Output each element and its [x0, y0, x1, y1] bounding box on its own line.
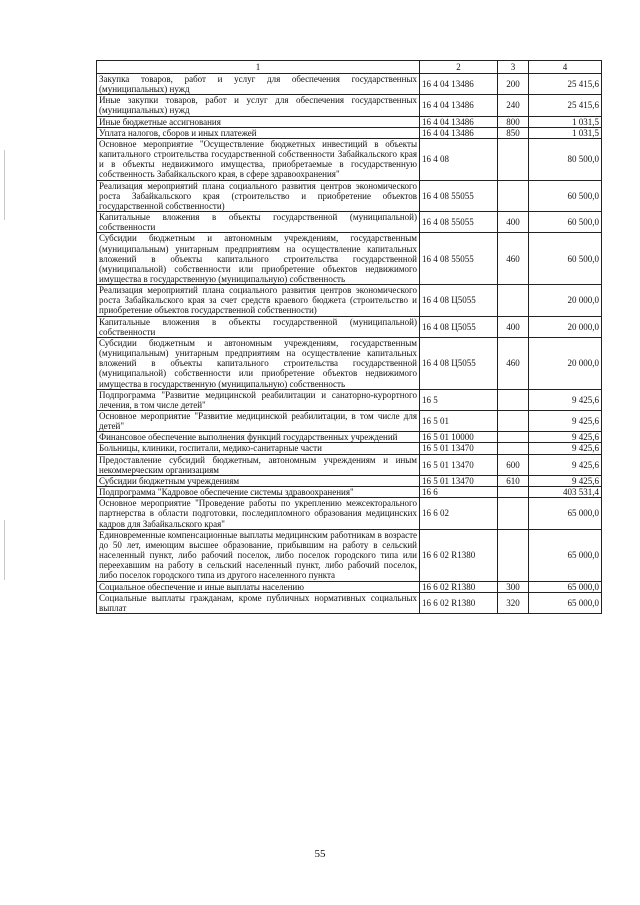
row-code-cell: 16 4 04 13486 [420, 95, 498, 116]
row-name-cell: Субсидии бюджетным и автономным учреждениям, государственным (муниципальным) унитарным предприятиям на осуществление капитальных вложений в объекты капитального строительства государственной (муниципальной) собственности или приобретение объектов недвижимого имущества в государственную (муниципальную) собственность [97, 233, 420, 285]
row-name-cell: Уплата налогов, сборов и иных платежей [97, 127, 420, 138]
budget-table [96, 60, 602, 614]
column-header-2: 2 [420, 61, 498, 74]
row-code-cell: 16 5 01 13470 [420, 454, 498, 475]
row-amount-cell: 65 000,0 [529, 592, 602, 613]
row-amount-cell: 25 415,6 [529, 74, 602, 95]
table-row [97, 443, 602, 454]
table-row [97, 316, 602, 337]
table-row [97, 411, 602, 432]
table-row [97, 180, 602, 211]
table-row [97, 529, 602, 581]
row-amount-cell: 9 425,6 [529, 454, 602, 475]
table-row [97, 95, 602, 116]
table-row [97, 454, 602, 475]
row-name-cell: Финансовое обеспечение выполнения функций государственных учреждений [97, 432, 420, 443]
row-name-cell: Единовременные компенсационные выплаты медицинским работникам в возрасте до 50 лет, имеющим высшее образование, прибывшим на работу в сельский населенный пункт, либо рабочий поселок, либо поселок городского типа или переехавшим на работу в сельский населенный пункт, либо рабочий поселок, либо поселок городского типа из другого населенного пункта [97, 529, 420, 581]
table-row [97, 212, 602, 233]
row-code-cell: 16 4 04 13486 [420, 116, 498, 127]
row-code-cell: 16 4 08 [420, 138, 498, 180]
row-amount-cell: 9 425,6 [529, 475, 602, 486]
row-name-cell: Предоставление субсидий бюджетным, автономным учреждениям и иным некоммерческим организациям [97, 454, 420, 475]
table-row [97, 581, 602, 592]
row-name-cell: Больницы, клиники, госпитали, медико-санитарные части [97, 443, 420, 454]
row-type-cell [498, 498, 529, 529]
row-type-cell [498, 389, 529, 410]
row-code-cell: 16 6 02 R1380 [420, 581, 498, 592]
row-amount-cell: 9 425,6 [529, 389, 602, 410]
row-name-cell: Реализация мероприятий плана социального развития центров экономического роста Забайкальского края (строительство и приобретение объектов государственной собственности) [97, 180, 420, 211]
row-name-cell: Субсидии бюджетным и автономным учреждениям, государственным (муниципальным) унитарным предприятиям на осуществление капитальных вложений в объекты капитального строительства государственной (муниципальной) собственности или приобретение объектов недвижимого имущества в государственную (муниципальную) собственность [97, 337, 420, 389]
row-type-cell: 460 [498, 233, 529, 285]
row-type-cell: 300 [498, 581, 529, 592]
row-code-cell: 16 6 02 R1380 [420, 529, 498, 581]
row-name-cell: Закупка товаров, работ и услуг для обеспечения государственных (муниципальных) нужд [97, 74, 420, 95]
row-amount-cell: 60 500,0 [529, 233, 602, 285]
row-name-cell: Социальное обеспечение и иные выплаты населению [97, 581, 420, 592]
row-code-cell: 16 5 01 10000 [420, 432, 498, 443]
row-amount-cell: 9 425,6 [529, 443, 602, 454]
row-type-cell [498, 487, 529, 498]
table-row [97, 475, 602, 486]
row-code-cell: 16 5 01 [420, 411, 498, 432]
row-type-cell: 320 [498, 592, 529, 613]
table-row [97, 432, 602, 443]
page-number: 55 [314, 848, 326, 860]
row-amount-cell: 20 000,0 [529, 316, 602, 337]
row-amount-cell: 65 000,0 [529, 529, 602, 581]
row-code-cell: 16 4 08 Ц5055 [420, 316, 498, 337]
row-code-cell: 16 4 08 55055 [420, 212, 498, 233]
row-code-cell: 16 5 [420, 389, 498, 410]
row-type-cell [498, 180, 529, 211]
row-type-cell: 610 [498, 475, 529, 486]
row-code-cell: 16 4 08 55055 [420, 233, 498, 285]
row-code-cell: 16 6 02 [420, 498, 498, 529]
row-amount-cell: 60 500,0 [529, 180, 602, 211]
row-type-cell: 400 [498, 212, 529, 233]
table-row [97, 487, 602, 498]
row-name-cell: Подпрограмма "Кадровое обеспечение системы здравоохранения" [97, 487, 420, 498]
row-code-cell: 16 4 08 Ц5055 [420, 285, 498, 316]
row-code-cell: 16 4 04 13486 [420, 74, 498, 95]
row-amount-cell: 9 425,6 [529, 432, 602, 443]
row-amount-cell: 1 031,5 [529, 116, 602, 127]
row-code-cell: 16 5 01 13470 [420, 475, 498, 486]
row-type-cell: 800 [498, 116, 529, 127]
row-amount-cell: 1 031,5 [529, 127, 602, 138]
row-amount-cell: 60 500,0 [529, 212, 602, 233]
table-row [97, 498, 602, 529]
row-amount-cell: 9 425,6 [529, 411, 602, 432]
row-type-cell [498, 411, 529, 432]
row-name-cell: Подпрограмма "Развитие медицинской реабилитации и санаторно-курортного лечения, в том числе детей" [97, 389, 420, 410]
row-code-cell: 16 4 04 13486 [420, 127, 498, 138]
column-header-4: 4 [529, 61, 602, 74]
row-code-cell: 16 4 08 Ц5055 [420, 337, 498, 389]
row-type-cell [498, 443, 529, 454]
row-amount-cell: 80 500,0 [529, 138, 602, 180]
table-row [97, 127, 602, 138]
row-type-cell: 200 [498, 74, 529, 95]
row-name-cell: Основное мероприятие "Развитие медицинской реабилитации, в том числе для детей" [97, 411, 420, 432]
scan-margin-mark [4, 150, 5, 220]
table-row [97, 74, 602, 95]
row-name-cell: Основное мероприятие "Осуществление бюджетных инвестиций в объекты капитального строительства государственной собственности Забайкальского края и в объекты недвижимого имущества, приобретаемые в государственную собственность Забайкальского края, в сфере здравоохранения" [97, 138, 420, 180]
table-row [97, 592, 602, 613]
row-type-cell: 850 [498, 127, 529, 138]
row-type-cell [498, 529, 529, 581]
row-name-cell: Субсидии бюджетным учреждениям [97, 475, 420, 486]
table-row [97, 389, 602, 410]
row-name-cell: Социальные выплаты гражданам, кроме публичных нормативных социальных выплат [97, 592, 420, 613]
row-code-cell: 16 6 [420, 487, 498, 498]
row-amount-cell: 403 531,4 [529, 487, 602, 498]
table-row [97, 116, 602, 127]
table-row [97, 138, 602, 180]
table-row [97, 285, 602, 316]
row-name-cell: Капитальные вложения в объекты государственной (муниципальной) собственности [97, 212, 420, 233]
row-code-cell: 16 4 08 55055 [420, 180, 498, 211]
row-code-cell: 16 6 02 R1380 [420, 592, 498, 613]
row-type-cell: 240 [498, 95, 529, 116]
row-amount-cell: 65 000,0 [529, 498, 602, 529]
row-name-cell: Реализация мероприятий плана социального развития центров экономического роста Забайкальского края за счет средств краевого бюджета (строительство и приобретение объектов государственной собственности) [97, 285, 420, 316]
scan-margin-mark [4, 520, 5, 580]
row-type-cell [498, 432, 529, 443]
row-code-cell: 16 5 01 13470 [420, 443, 498, 454]
table-row [97, 337, 602, 389]
row-name-cell: Иные бюджетные ассигнования [97, 116, 420, 127]
row-name-cell: Основное мероприятие "Проведение работы по укреплению межсекторального партнерства в области подготовки, последипломного образования медицинских кадров для Забайкальского края" [97, 498, 420, 529]
row-type-cell: 600 [498, 454, 529, 475]
row-amount-cell: 20 000,0 [529, 337, 602, 389]
row-amount-cell: 20 000,0 [529, 285, 602, 316]
row-name-cell: Капитальные вложения в объекты государственной (муниципальной) собственности [97, 316, 420, 337]
row-type-cell: 400 [498, 316, 529, 337]
row-amount-cell: 65 000,0 [529, 581, 602, 592]
row-type-cell: 460 [498, 337, 529, 389]
column-header-1: 1 [97, 61, 420, 74]
row-type-cell [498, 285, 529, 316]
row-amount-cell: 25 415,6 [529, 95, 602, 116]
table-row [97, 233, 602, 285]
row-name-cell: Иные закупки товаров, работ и услуг для обеспечения государственных (муниципальных) нужд [97, 95, 420, 116]
table-header-row [97, 61, 602, 74]
row-type-cell [498, 138, 529, 180]
column-header-3: 3 [498, 61, 529, 74]
table-body [97, 74, 602, 614]
